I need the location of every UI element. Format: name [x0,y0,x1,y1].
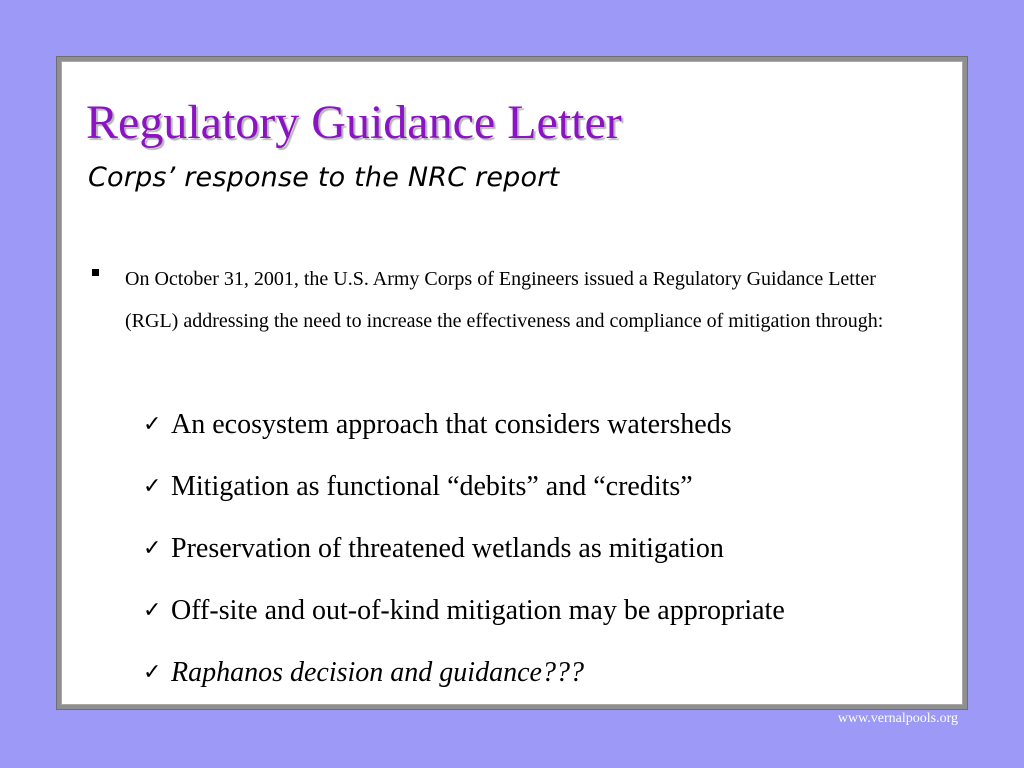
main-bullet [88,258,928,342]
main-bullet-text: On October 31, 2001, the U.S. Army Corps of Engineers issued a Regulatory Guidance Letter (RGL) addressing the need to increase the effectiveness and compliance of mitigation through: [125,268,884,332]
checklist-item-text: Raphanos decision and guidance??? [171,657,584,688]
checkmark-icon: ✓ [143,474,162,499]
mitigation-checklist [143,394,943,704]
checkmark-icon: ✓ [143,660,162,685]
slide-title: Regulatory Guidance Letter [86,96,622,149]
checkmark-icon: ✓ [143,412,162,437]
slide-subtitle: Corps’ response to the NRC report [88,162,560,193]
checklist-item [143,518,943,580]
checklist-item [143,580,943,642]
checklist-item-text: An ecosystem approach that considers watersheds [171,409,732,440]
square-bullet-icon [92,269,99,276]
checklist-item-text: Preservation of threatened wetlands as mitigation [171,533,724,564]
checkmark-icon: ✓ [143,598,162,623]
checklist-item [143,642,943,704]
checklist-item [143,394,943,456]
checklist-item-text: Mitigation as functional “debits” and “credits” [171,471,693,502]
checkmark-icon: ✓ [143,536,162,561]
checklist-item-text: Off-site and out-of-kind mitigation may be appropriate [171,595,785,626]
checklist-item [143,456,943,518]
footer-url: www.vernalpools.org [837,711,958,726]
